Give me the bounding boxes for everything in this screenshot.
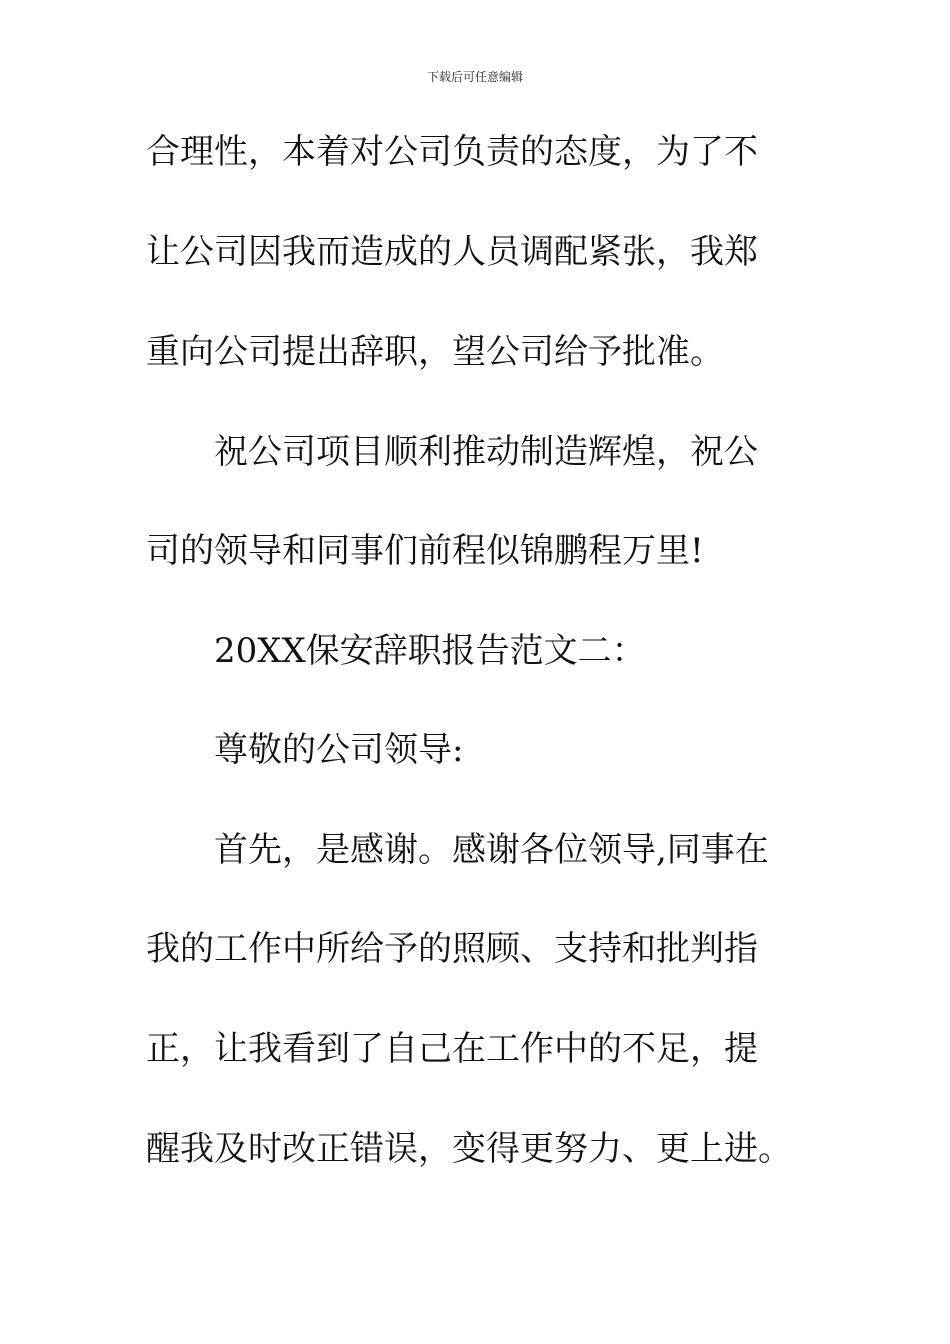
paragraph-line-8: 首先，是感谢。感谢各位领导,同事在 xyxy=(214,830,769,870)
salutation: 尊敬的公司领导: xyxy=(214,730,464,770)
paragraph-line-11: 醒我及时改正错误，变得更努力、更上进。 xyxy=(146,1129,792,1169)
section-title: 20XX保安辞职报告范文二： xyxy=(214,631,646,671)
paragraph-line-9: 我的工作中所给予的照顾、支持和批判指 xyxy=(146,929,758,969)
paragraph-line-4: 祝公司项目顺利推动制造辉煌，祝公 xyxy=(214,432,758,472)
header-note: 下载后可任意编辑 xyxy=(426,70,523,84)
paragraph-line-3: 重向公司提出辞职，望公司给予批准。 xyxy=(146,332,724,372)
paragraph-line-1: 合理性，本着对公司负责的态度，为了不 xyxy=(146,132,758,172)
paragraph-line-2: 让公司因我而造成的人员调配紧张，我郑 xyxy=(146,232,758,272)
paragraph-line-10: 正，让我看到了自己在工作中的不足，提 xyxy=(146,1029,758,1069)
paragraph-line-5: 司的领导和同事们前程似锦鹏程万里! xyxy=(146,531,704,571)
